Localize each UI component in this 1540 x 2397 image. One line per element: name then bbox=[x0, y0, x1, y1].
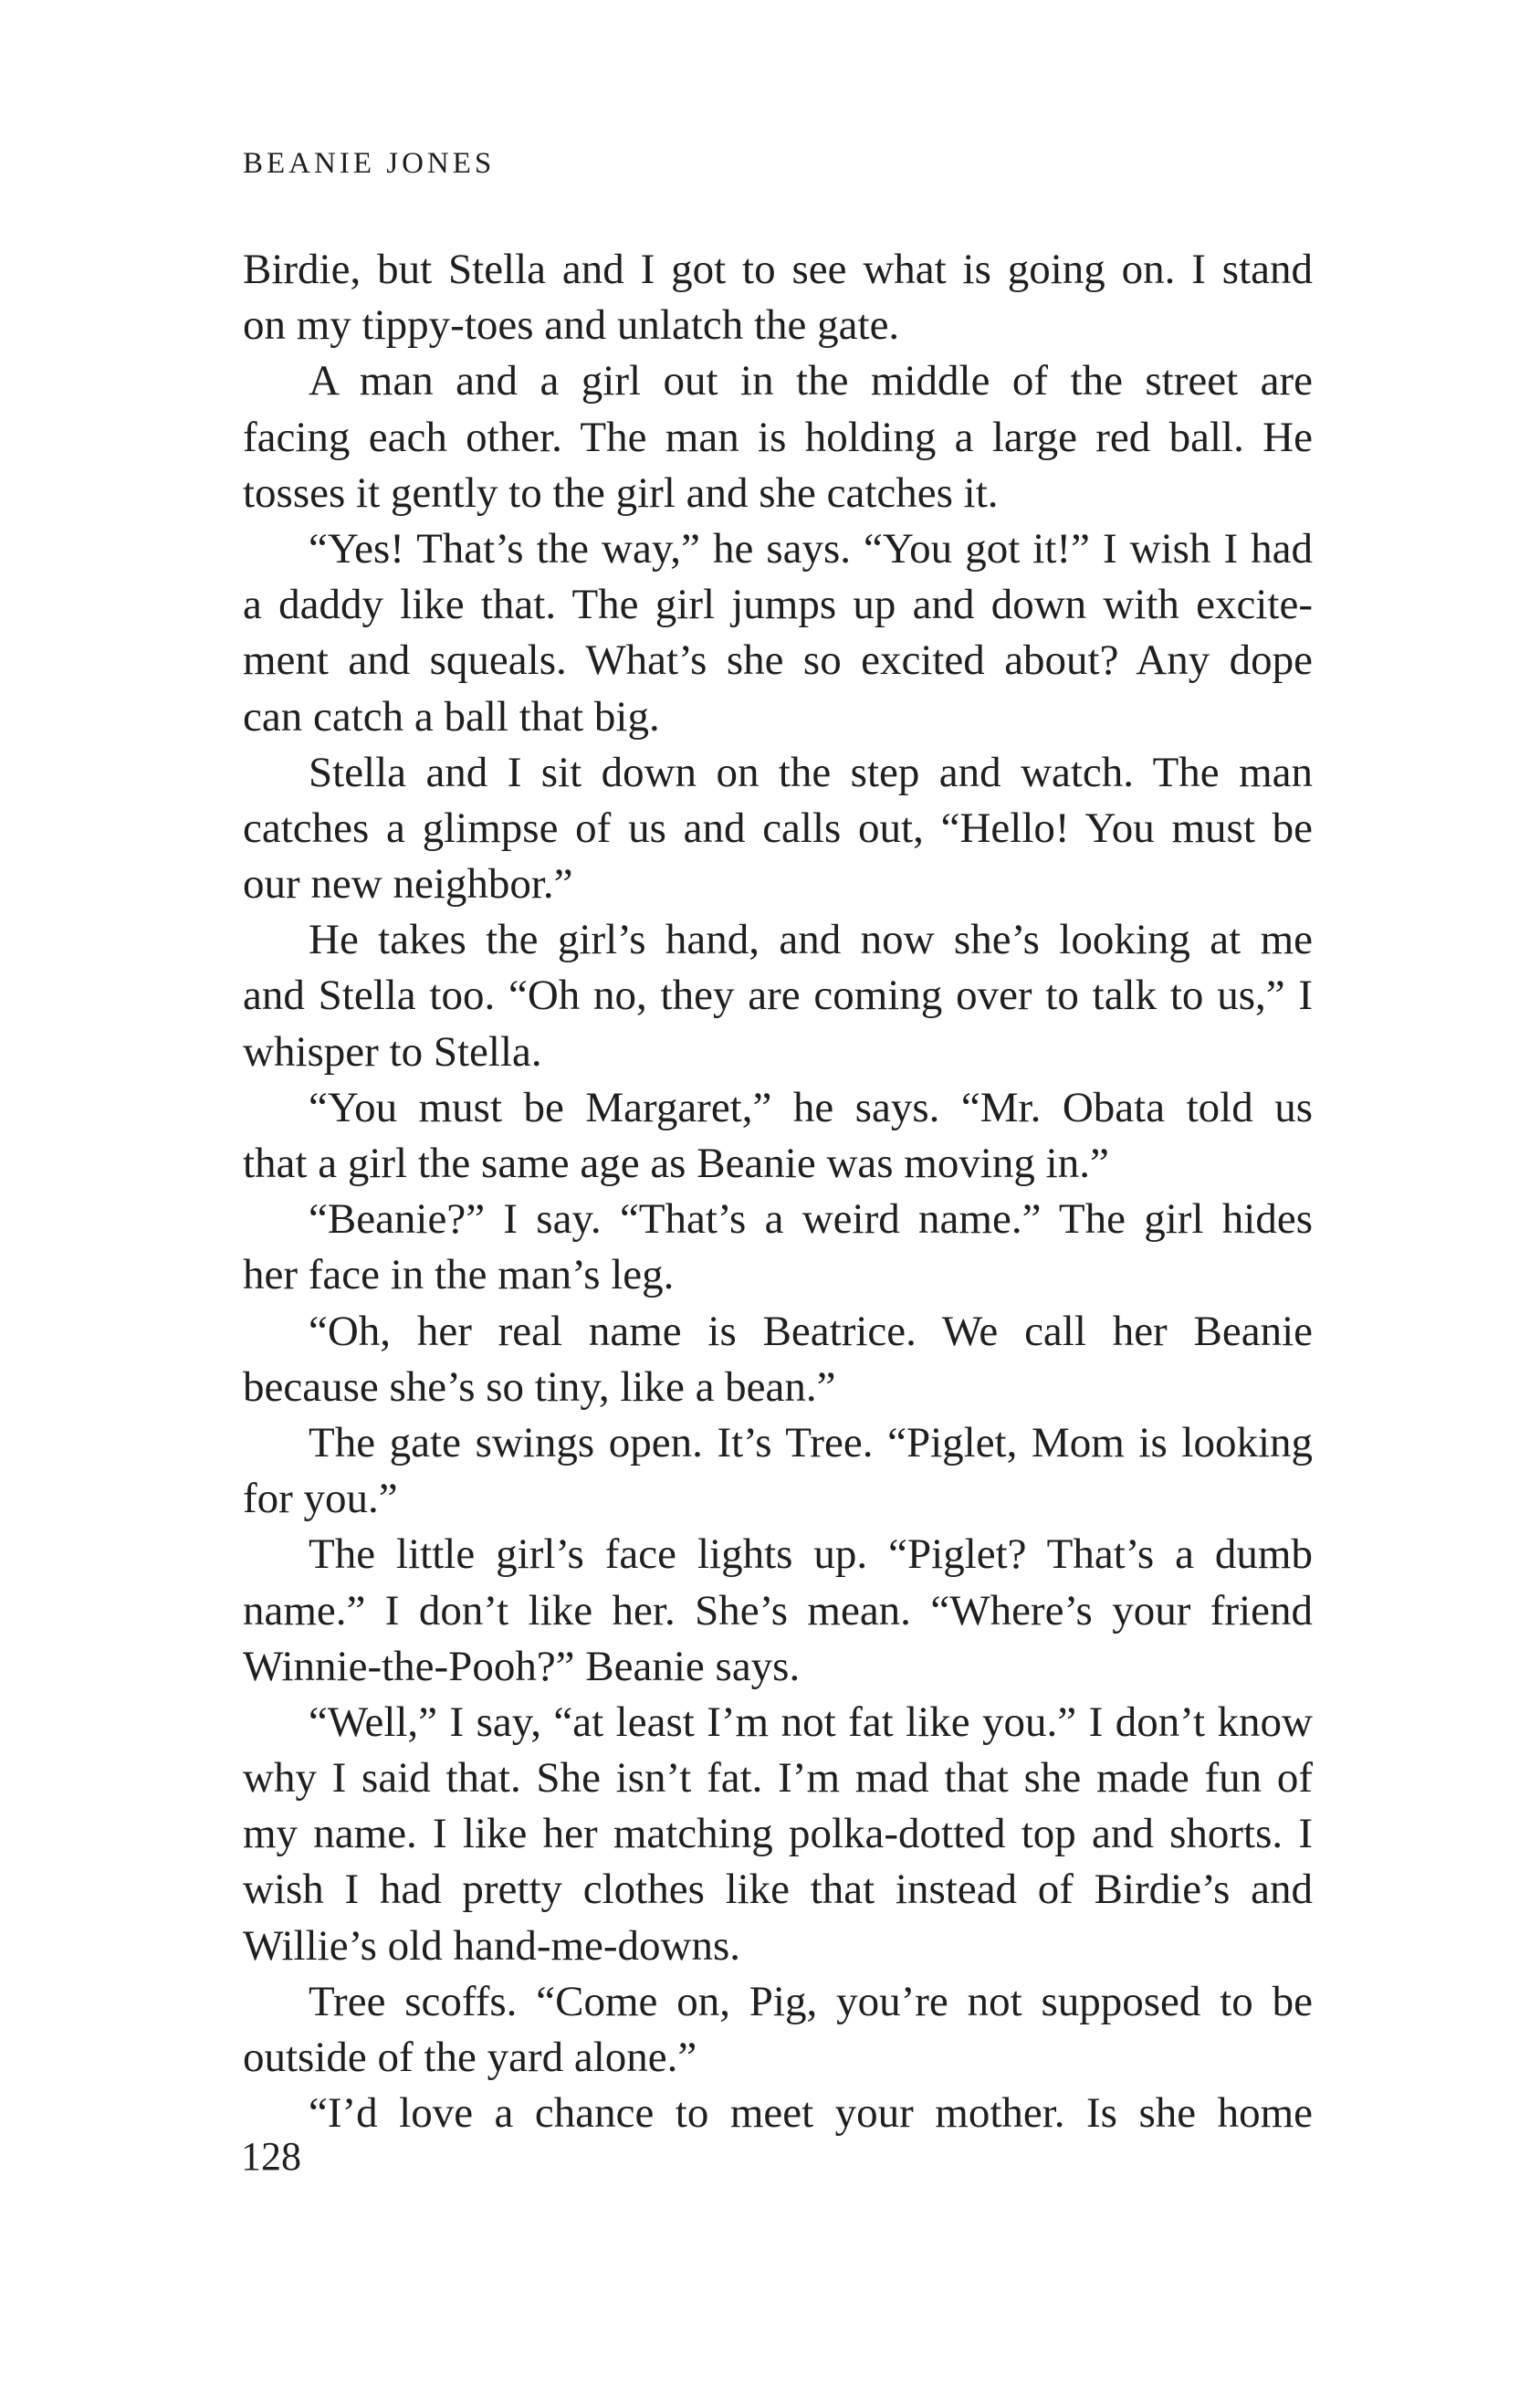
text-line: “Well,” I say, “at least I’m not fat like you.” I don’t know bbox=[309, 1698, 1313, 1746]
text-line: “You must be Margaret,” he says. “Mr. Obata told us bbox=[309, 1083, 1313, 1131]
text-line: and Stella too. “Oh no, they are coming over to talk to us,” I bbox=[243, 972, 1313, 1020]
text-line: my name. I like her matching polka-dotted top and shorts. I bbox=[243, 1810, 1313, 1858]
text-line: our new neighbor.” bbox=[243, 860, 573, 909]
text-line: can catch a ball that big. bbox=[243, 692, 660, 741]
text-line: whisper to Stella. bbox=[243, 1027, 542, 1076]
text-line: “I’d love a chance to meet your mother. Is she home bbox=[309, 2089, 1313, 2138]
text-line: on my tippy-toes and unlatch the gate. bbox=[243, 301, 900, 350]
text-line: catches a glimpse of us and calls out, “Hello! You must be bbox=[243, 804, 1313, 852]
text-line: “Beanie?” I say. “That’s a weird name.” The girl hides bbox=[309, 1195, 1313, 1244]
running-head: BEANIE JONES bbox=[243, 147, 496, 180]
text-line: ment and squeals. What’s she so excited about? Any dope bbox=[243, 636, 1313, 685]
text-line: The gate swings open. It’s Tree. “Piglet, Mom is looking bbox=[309, 1418, 1313, 1467]
text-line: “Oh, her real name is Beatrice. We call her Beanie bbox=[309, 1307, 1313, 1355]
text-line: He takes the girl’s hand, and now she’s looking at me bbox=[309, 916, 1313, 964]
body-text bbox=[243, 242, 1313, 2141]
text-line: Birdie, but Stella and I got to see what is going on. I stand bbox=[243, 246, 1313, 293]
text-line: why I said that. She isn’t fat. I’m mad that she made fun of bbox=[243, 1754, 1313, 1803]
text-line: outside of the yard alone.” bbox=[243, 2034, 697, 2081]
text-line: wish I had pretty clothes like that instead of Birdie’s and bbox=[243, 1866, 1313, 1914]
text-line: a daddy like that. The girl jumps up and down with excite- bbox=[243, 581, 1313, 629]
page-number: 128 bbox=[241, 2134, 301, 2179]
text-line: that a girl the same age as Beanie was moving in.” bbox=[243, 1140, 1109, 1187]
text-line: for you.” bbox=[243, 1475, 398, 1523]
text-line: Stella and I sit down on the step and watch. The man bbox=[309, 748, 1313, 796]
text-line: The little girl’s face lights up. “Piglet? That’s a dumb bbox=[309, 1530, 1313, 1579]
text-line: Willie’s old hand-me-downs. bbox=[243, 1921, 741, 1970]
text-line: name.” I don’t like her. She’s mean. “Where’s your friend bbox=[243, 1586, 1313, 1635]
text-line: “Yes! That’s the way,” he says. “You got it!” I wish I had bbox=[309, 524, 1313, 573]
text-line: tosses it gently to the girl and she catches it. bbox=[243, 468, 999, 517]
text-line: because she’s so tiny, like a bean.” bbox=[243, 1362, 836, 1411]
text-line: A man and a girl out in the middle of the street are bbox=[309, 357, 1313, 405]
text-line: Tree scoffs. “Come on, Pig, you’re not supposed to be bbox=[309, 1977, 1313, 2025]
text-line: her face in the man’s leg. bbox=[243, 1251, 675, 1299]
text-line: Winnie-the-Pooh?” Beanie says. bbox=[243, 1642, 801, 1690]
text-line: facing each other. The man is holding a large red ball. He bbox=[243, 413, 1313, 461]
